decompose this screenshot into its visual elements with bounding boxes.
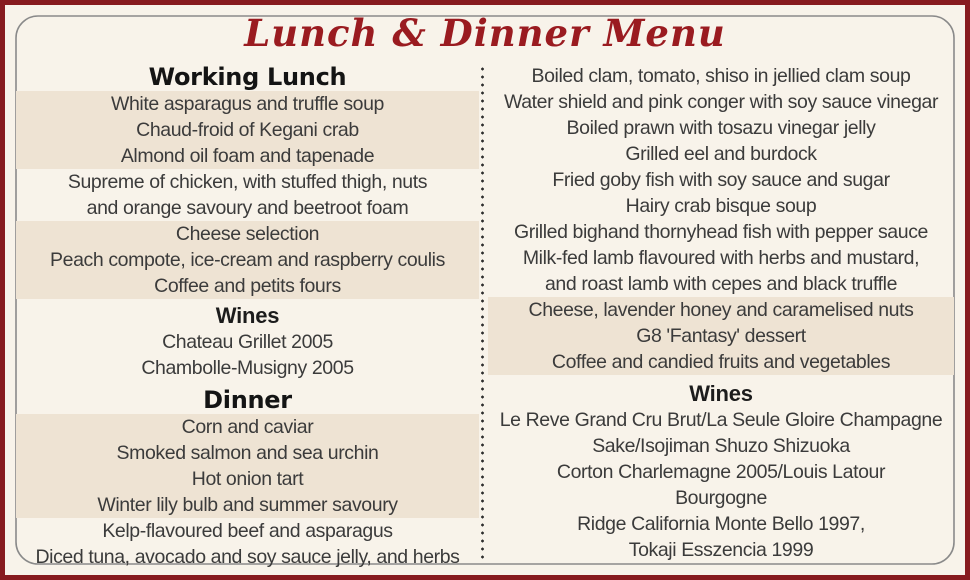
plain-band — [488, 63, 954, 297]
menu-item-line: and orange savoury and beetroot foam — [86, 197, 409, 219]
section-heading-wines-dinner: Wines — [689, 381, 753, 406]
plain-band — [16, 169, 479, 221]
menu-item-line: Coffee and candied fruits and vegetables — [551, 351, 891, 373]
menu-item-line: Fried goby fish with soy sauce and sugar — [552, 169, 890, 191]
menu-item-line: Milk-fed lamb flavoured with herbs and mustard, — [522, 247, 920, 269]
menu-item-line: Ridge California Monte Bello 1997, — [577, 513, 865, 535]
shaded-band — [16, 414, 479, 518]
menu-item-line: Hairy crab bisque soup — [625, 195, 817, 217]
menu-item-line: Corn and caviar — [181, 416, 314, 438]
menu-item-line: Bourgogne — [675, 487, 767, 509]
menu-item-line: Diced tuna, avocado and soy sauce jelly, and herbs — [35, 546, 460, 568]
menu-item-line: Cheese, lavender honey and caramelised nuts — [528, 299, 914, 321]
right-column — [488, 63, 954, 563]
plain-band — [16, 329, 479, 381]
menu-item-line: Hot onion tart — [191, 468, 304, 490]
page-title: Lunch & Dinner Menu — [244, 11, 726, 55]
menu-item-line: Le Reve Grand Cru Brut/La Seule Gloire Champagne — [499, 409, 943, 431]
shaded-band — [16, 91, 479, 169]
menu-item-line: Cheese selection — [175, 223, 320, 245]
menu-item-line: and roast lamb with cepes and black truffle — [544, 273, 898, 295]
menu-item-line: Corton Charlemagne 2005/Louis Latour — [556, 461, 886, 483]
menu-item-line: Boiled clam, tomato, shiso in jellied clam soup — [531, 65, 911, 87]
menu-item-line: Coffee and petits fours — [154, 275, 341, 297]
menu-item-line: Tokaji Esszencia 1999 — [628, 539, 814, 561]
menu-item-line: Chateau Grillet 2005 — [162, 331, 333, 353]
menu-item-line: G8 'Fantasy' dessert — [636, 325, 806, 347]
column-divider — [481, 65, 484, 563]
menu-item-line: Grilled eel and burdock — [625, 143, 817, 165]
menu-item-line: Grilled bighand thornyhead fish with pepper sauce — [513, 221, 928, 243]
section-heading-working-lunch: Working Lunch — [148, 63, 347, 91]
menu-item-line: Peach compote, ice-cream and raspberry coulis — [50, 249, 445, 271]
left-column — [16, 63, 479, 570]
plain-band — [488, 407, 954, 563]
menu-item-line: Water shield and pink conger with soy sauce vinegar — [503, 91, 939, 113]
menu-item-line: Chaud-froid of Kegani crab — [136, 119, 359, 141]
menu-item-line: Almond oil foam and tapenade — [120, 145, 375, 167]
menu-item-line: Supreme of chicken, with stuffed thigh, nuts — [67, 171, 428, 193]
menu-item-line: Sake/Isojiman Shuzo Shizuoka — [592, 435, 850, 457]
menu-item-line: Boiled prawn with tosazu vinegar jelly — [566, 117, 876, 139]
menu-item-line: Kelp-flavoured beef and asparagus — [102, 520, 393, 542]
menu-item-line: White asparagus and truffle soup — [110, 93, 385, 115]
shaded-band — [16, 221, 479, 299]
menu-item-line: Smoked salmon and sea urchin — [116, 442, 379, 464]
section-heading-dinner: Dinner — [203, 386, 292, 414]
section-heading-wines-lunch: Wines — [215, 303, 280, 328]
menu-item-line: Chambolle-Musigny 2005 — [141, 357, 354, 379]
shaded-band — [488, 297, 954, 375]
plain-band — [16, 518, 479, 570]
menu-item-line: Winter lily bulb and summer savoury — [97, 494, 398, 516]
